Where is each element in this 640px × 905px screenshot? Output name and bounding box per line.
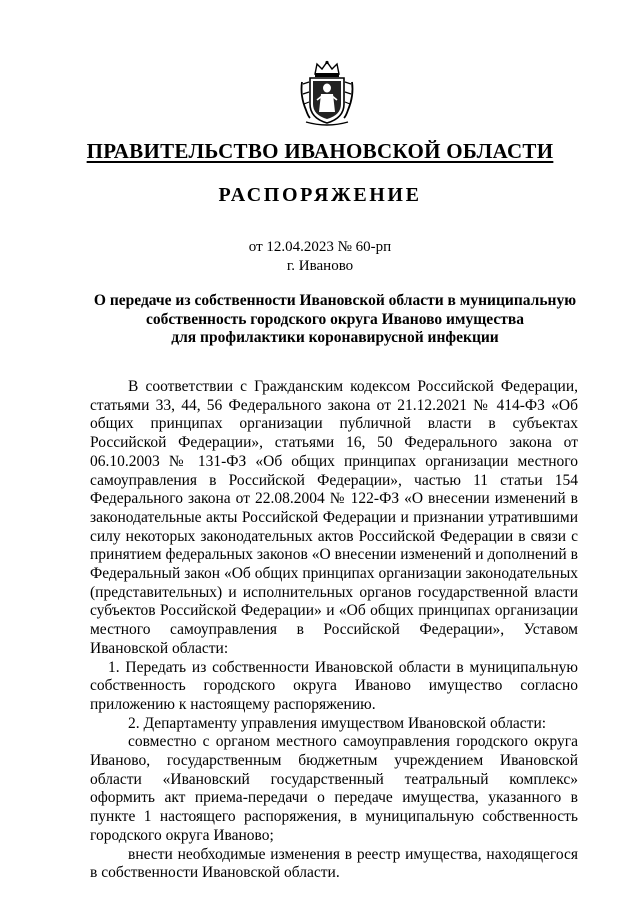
document-date-number: от 12.04.2023 № 60-рп [248, 239, 392, 255]
heading-line: собственность городского округа Иваново имущества [146, 310, 524, 328]
item-2-intro-paragraph: 2. Департаменту управления имуществом Ивановской области: [128, 714, 547, 732]
coat-of-arms-emblem [298, 60, 356, 126]
item-1-paragraph: 1. Передать из собственности Ивановской области в муниципальную собственность городского округа Иваново имущество согласно приложению к настоящему распоряжению. [90, 658, 578, 713]
item-2-paragraph-2: внести необходимые изменения в реестр имущества, находящегося в собственности Ивановской области. [90, 845, 578, 882]
document-body [90, 378, 578, 883]
organization-title: ПРАВИТЕЛЬСТВО ИВАНОВСКОЙ ОБЛАСТИ [86, 139, 554, 163]
document-heading [90, 292, 580, 348]
preamble-paragraph: В соответствии с Гражданским кодексом Российской Федерации, статьями 33, 44, 56 Федерального закона от 21.12.2021 № 414-ФЗ «Об общих принципах организации публичной власти в субъектах Российской Федерации», статьями 16, 50 Федерального закона от 06.10.2003 № 131-ФЗ «Об общих принципах организации местного самоуправления в Российской Федерации», частью 11 статьи 154 Федерального закона от 22.08.2004 № 122-ФЗ «О внесении изменений в законодательные акты Российской Федерации и признании утратившими силу некоторых законодательных актов Российской Федерации в связи с принятием федеральных законов «О внесении изменений и дополнений в Федеральный закон «Об общих принципах организации законодательных (представительных) и исполнительных органов государственной власти субъектов Российской Федерации» и «Об общих принципах организации местного самоуправления в Российской Федерации», Уставом Ивановской области: [90, 378, 578, 657]
document-city: г. Иваново [286, 258, 354, 274]
heading-line: О передаче из собственности Ивановской области в муниципальную [93, 292, 577, 309]
document-type: РАСПОРЯЖЕНИЕ [218, 184, 422, 206]
item-2-paragraph-1: совместно с органом местного самоуправления городского округа Иваново, государственным бюджетным учреждением Ивановской области «Ивановский государственный театральный комплекс» оформить акт приема-передачи о передаче имущества, указанного в пункте 1 настоящего распоряжения, в муниципальную собственность городского округа Иваново; [90, 733, 578, 844]
heading-line: для профилактики коронавирусной инфекции [171, 329, 499, 346]
